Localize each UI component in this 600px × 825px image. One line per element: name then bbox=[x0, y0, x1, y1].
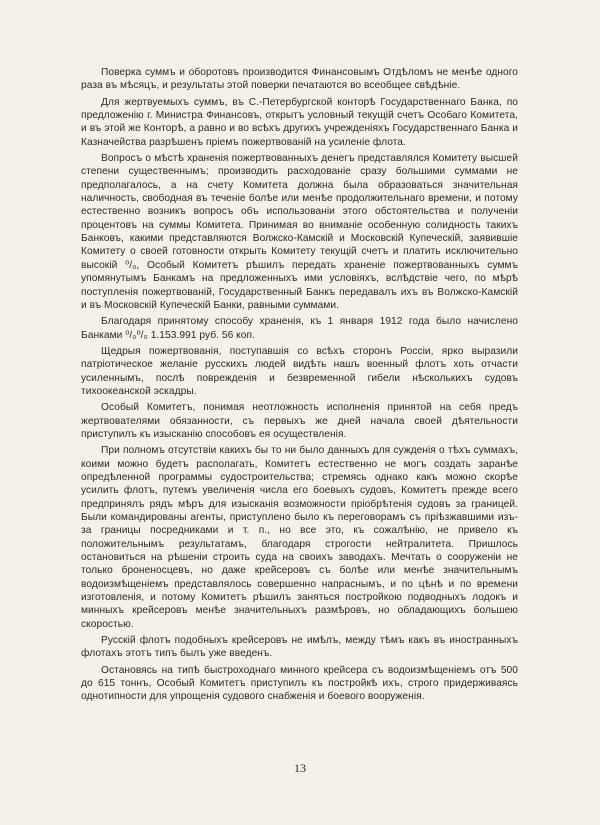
paragraph-shipbuilding-program: При полномъ отсутствіи какихъ бы то ни было данныхъ для сужденія о тѣхъ суммахъ, коими можно будетъ располагать, Комитетъ естественно не могъ создать заранѣе опредѣленной программы судостроительства; стремясь однако какъ можно скорѣе усилить флотъ, путемъ увеличенія числа его боевыхъ судовъ, Комитетъ прежде всего предпринялъ рядъ мѣръ для изысканія возможности пріобрѣтенія судовъ за границей. Были командированы агенты, приступлено было къ переговорамъ съ пріѣзжавшими изъ-за границы посредниками и т. п., но все это, къ сожалѣнію, не привело къ положительнымъ результатамъ, благодаря строгости нейтралитета. Пришлось остановиться на рѣшеніи строить суда на своихъ заводахъ. Мечтать о сооруженіи не только броненосцевъ, но даже крейсеровъ съ болѣе или менѣе значительнымъ водоизмѣщеніемъ представлялось совершенно напраснымъ, и по цѣнѣ и по времени изготовленія, и потому Комитетъ рѣшилъ заняться постройкою подводныхъ лодокъ и минныхъ крейсеровъ менѣе значительныхъ размѣровъ, но обладающихъ большею скоростью. bbox=[81, 445, 518, 630]
paragraph-mine-cruiser-type: Остановясь на типѣ быстроходнаго минного крейсера съ водоизмѣщеніемъ отъ 500 до 615 тоннъ, Особый Комитетъ приступилъ къ постройкѣ ихъ, строго придерживаясь однотипности для упрощенія судового снабженія и боевого вооруженія. bbox=[81, 664, 518, 703]
paragraph-committee-duty: Особый Комитетъ, понимая неотложность исполненія принятой на себя предъ жертвователями обязанности, съ первыхъ же дней начала своей дѣятельности приступилъ къ изысканію способовъ ея осуществленія. bbox=[81, 402, 518, 440]
page-number: 13 bbox=[294, 761, 306, 775]
paragraph-russian-fleet: Русскій флотъ подобныхъ крейсеровъ не имѣлъ, между тѣмъ какъ въ иностранныхъ флотахъ этотъ типъ былъ уже введенъ. bbox=[81, 635, 518, 660]
paragraph-interest: Благодаря принятому способу храненія, къ 1 января 1912 года было начислено Банками ⁰/₀⁰/₀ 1.153.991 руб. 56 коп. bbox=[81, 316, 518, 341]
paragraph-storage-question: Вопросъ о мѣстѣ храненія пожертвованныхъ денегъ представлялся Комитету высшей степени существеннымъ; производить расходованіе сразу большими суммами не предполагалось, а на счету Комитета должна была образоваться значительная наличность, свободная въ теченіе болѣе или менѣе продолжительнаго времени, и потому естественно возникъ вопросъ объ использованіи этого обстоятельства и полученіи процентовъ на суммы Комитета. Принимая во вниманіе особенную солидность такихъ Банковъ, какими представляются Волжско-Камскій и Московскій Купеческій, заявившіе Комитету о своей готовности открыть Комитету текущій счетъ и платить исключительно высокій ⁰/₀, Особый Комитетъ рѣшилъ передать храненіе пожертвованныхъ суммъ упомянутымъ Банкамъ на предложенныхъ ими условіяхъ, вслѣдствіе чего, по мѣрѣ поступленія пожертвованій, Государственный Банкъ передавалъ ихъ въ Волжско-Камскій и въ Московскій Купеческій Банки, равными суммами. bbox=[81, 153, 518, 311]
paragraph-audit: Поверка суммъ и оборотовъ производится Финансовымъ Отдѣломъ не менѣе одного раза въ мѣсяцъ, и результаты этой поверки печатаются во всеобщее свѣдѣніе. bbox=[81, 67, 518, 92]
body-text bbox=[81, 66, 518, 707]
paragraph-donation-account: Для жертвуемыхъ суммъ, въ С.-Петербургской конторѣ Государственнаго Банка, по предложенію г. Министра Финансовъ, открытъ условный текущій счетъ Особаго Комитета, и въ этой же Конторѣ, а равно и во всѣхъ другихъ учрежденіяхъ Государственнаго Банка и Казначейства разрѣшенъ пріемъ пожертвованій на усиленіе флота. bbox=[81, 96, 518, 148]
paragraph-generous-donations: Щедрыя пожертвованія, поступавшія со всѣхъ сторонъ Россіи, ярко выразили патріотическое желаніе русскихъ людей видѣть нашъ военный флотъ хоть отчасти усиленнымъ, послѣ поврежденія и безвременной гибели нѣсколькихъ судовъ тихоокеанской эскадры. bbox=[81, 345, 518, 397]
